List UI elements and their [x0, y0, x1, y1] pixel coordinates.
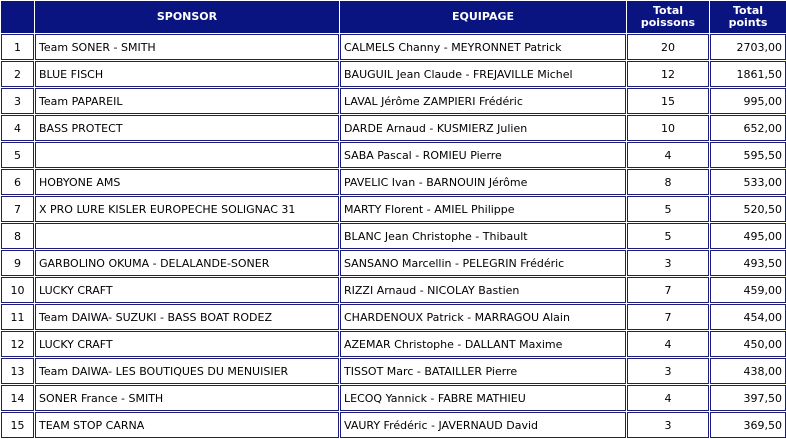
table-row [1, 142, 786, 168]
table-row [1, 358, 786, 384]
rank-cell: 12 [1, 331, 34, 357]
fish-count-cell: 3 [627, 358, 709, 384]
team-cell: DARDE Arnaud - KUSMIERZ Julien [340, 115, 626, 141]
fish-count-cell: 4 [627, 331, 709, 357]
sponsor-cell: Team PAPAREIL [35, 88, 339, 114]
fish-header-line1: Total [652, 4, 684, 17]
points-cell: 520,50 [710, 196, 786, 222]
points-cell: 438,00 [710, 358, 786, 384]
points-cell: 1861,50 [710, 61, 786, 87]
team-cell: LECOQ Yannick - FABRE MATHIEU [340, 385, 626, 411]
rank-cell: 7 [1, 196, 34, 222]
table-row [1, 331, 786, 357]
table-row [1, 385, 786, 411]
fish-count-cell: 3 [627, 250, 709, 276]
results-header [1, 1, 786, 33]
table-row [1, 412, 786, 438]
points-header-line1: Total [732, 4, 764, 17]
sponsor-cell: GARBOLINO OKUMA - DELALANDE-SONER [35, 250, 339, 276]
rank-cell: 13 [1, 358, 34, 384]
sponsor-cell [35, 142, 339, 168]
fish-count-cell: 3 [627, 412, 709, 438]
team-cell: CALMELS Channy - MEYRONNET Patrick [340, 34, 626, 60]
table-row [1, 115, 786, 141]
points-header-line2: points [728, 16, 768, 29]
rank-cell: 4 [1, 115, 34, 141]
fish-count-cell: 4 [627, 142, 709, 168]
team-cell: MARTY Florent - AMIEL Philippe [340, 196, 626, 222]
sponsor-cell: LUCKY CRAFT [35, 331, 339, 357]
points-cell: 454,00 [710, 304, 786, 330]
rank-cell: 15 [1, 412, 34, 438]
sponsor-cell: BLUE FISCH [35, 61, 339, 87]
sponsor-cell: SONER France - SMITH [35, 385, 339, 411]
table-row [1, 169, 786, 195]
team-cell: SABA Pascal - ROMIEU Pierre [340, 142, 626, 168]
points-cell: 495,00 [710, 223, 786, 249]
fish-header-line2: poissons [640, 16, 696, 29]
rank-cell: 11 [1, 304, 34, 330]
points-header [710, 1, 786, 33]
fish-count-cell: 5 [627, 196, 709, 222]
rank-cell: 10 [1, 277, 34, 303]
sponsor-cell: TEAM STOP CARNA [35, 412, 339, 438]
team-cell: AZEMAR Christophe - DALLANT Maxime [340, 331, 626, 357]
rank-cell: 2 [1, 61, 34, 87]
sponsor-cell: Team SONER - SMITH [35, 34, 339, 60]
table-row [1, 196, 786, 222]
sponsor-cell: BASS PROTECT [35, 115, 339, 141]
team-cell: BAUGUIL Jean Claude - FREJAVILLE Michel [340, 61, 626, 87]
rank-header [1, 1, 34, 33]
sponsor-header: SPONSOR [35, 1, 339, 33]
fish-header [627, 1, 709, 33]
table-row [1, 277, 786, 303]
sponsor-cell: LUCKY CRAFT [35, 277, 339, 303]
table-row [1, 34, 786, 60]
team-cell: BLANC Jean Christophe - Thibault [340, 223, 626, 249]
points-cell: 450,00 [710, 331, 786, 357]
sponsor-cell: Team DAIWA- SUZUKI - BASS BOAT RODEZ [35, 304, 339, 330]
points-cell: 652,00 [710, 115, 786, 141]
points-cell: 369,50 [710, 412, 786, 438]
rank-cell: 3 [1, 88, 34, 114]
rank-cell: 1 [1, 34, 34, 60]
table-row [1, 223, 786, 249]
points-cell: 2703,00 [710, 34, 786, 60]
fish-count-cell: 7 [627, 304, 709, 330]
fish-count-cell: 12 [627, 61, 709, 87]
sponsor-cell: HOBYONE AMS [35, 169, 339, 195]
points-cell: 533,00 [710, 169, 786, 195]
table-row [1, 250, 786, 276]
team-cell: CHARDENOUX Patrick - MARRAGOU Alain [340, 304, 626, 330]
rank-cell: 9 [1, 250, 34, 276]
points-cell: 493,50 [710, 250, 786, 276]
points-cell: 397,50 [710, 385, 786, 411]
team-cell: TISSOT Marc - BATAILLER Pierre [340, 358, 626, 384]
fish-count-cell: 7 [627, 277, 709, 303]
rank-cell: 14 [1, 385, 34, 411]
fish-count-cell: 5 [627, 223, 709, 249]
team-cell: SANSANO Marcellin - PELEGRIN Frédéric [340, 250, 626, 276]
table-row [1, 61, 786, 87]
rank-cell: 6 [1, 169, 34, 195]
fish-count-cell: 4 [627, 385, 709, 411]
team-cell: RIZZI Arnaud - NICOLAY Bastien [340, 277, 626, 303]
sponsor-cell: X PRO LURE KISLER EUROPECHE SOLIGNAC 31 [35, 196, 339, 222]
points-cell: 995,00 [710, 88, 786, 114]
fish-count-cell: 10 [627, 115, 709, 141]
fish-count-cell: 15 [627, 88, 709, 114]
sponsor-cell: Team DAIWA- LES BOUTIQUES DU MENUISIER [35, 358, 339, 384]
header-row [1, 1, 786, 33]
table-row [1, 304, 786, 330]
team-cell: VAURY Frédéric - JAVERNAUD David [340, 412, 626, 438]
fish-count-cell: 20 [627, 34, 709, 60]
team-cell: PAVELIC Ivan - BARNOUIN Jérôme [340, 169, 626, 195]
team-cell: LAVAL Jérôme ZAMPIERI Frédéric [340, 88, 626, 114]
rank-cell: 5 [1, 142, 34, 168]
fish-count-cell: 8 [627, 169, 709, 195]
rank-cell: 8 [1, 223, 34, 249]
team-header: EQUIPAGE [340, 1, 626, 33]
sponsor-cell [35, 223, 339, 249]
points-cell: 595,50 [710, 142, 786, 168]
results-body [1, 34, 786, 438]
points-cell: 459,00 [710, 277, 786, 303]
table-row [1, 88, 786, 114]
